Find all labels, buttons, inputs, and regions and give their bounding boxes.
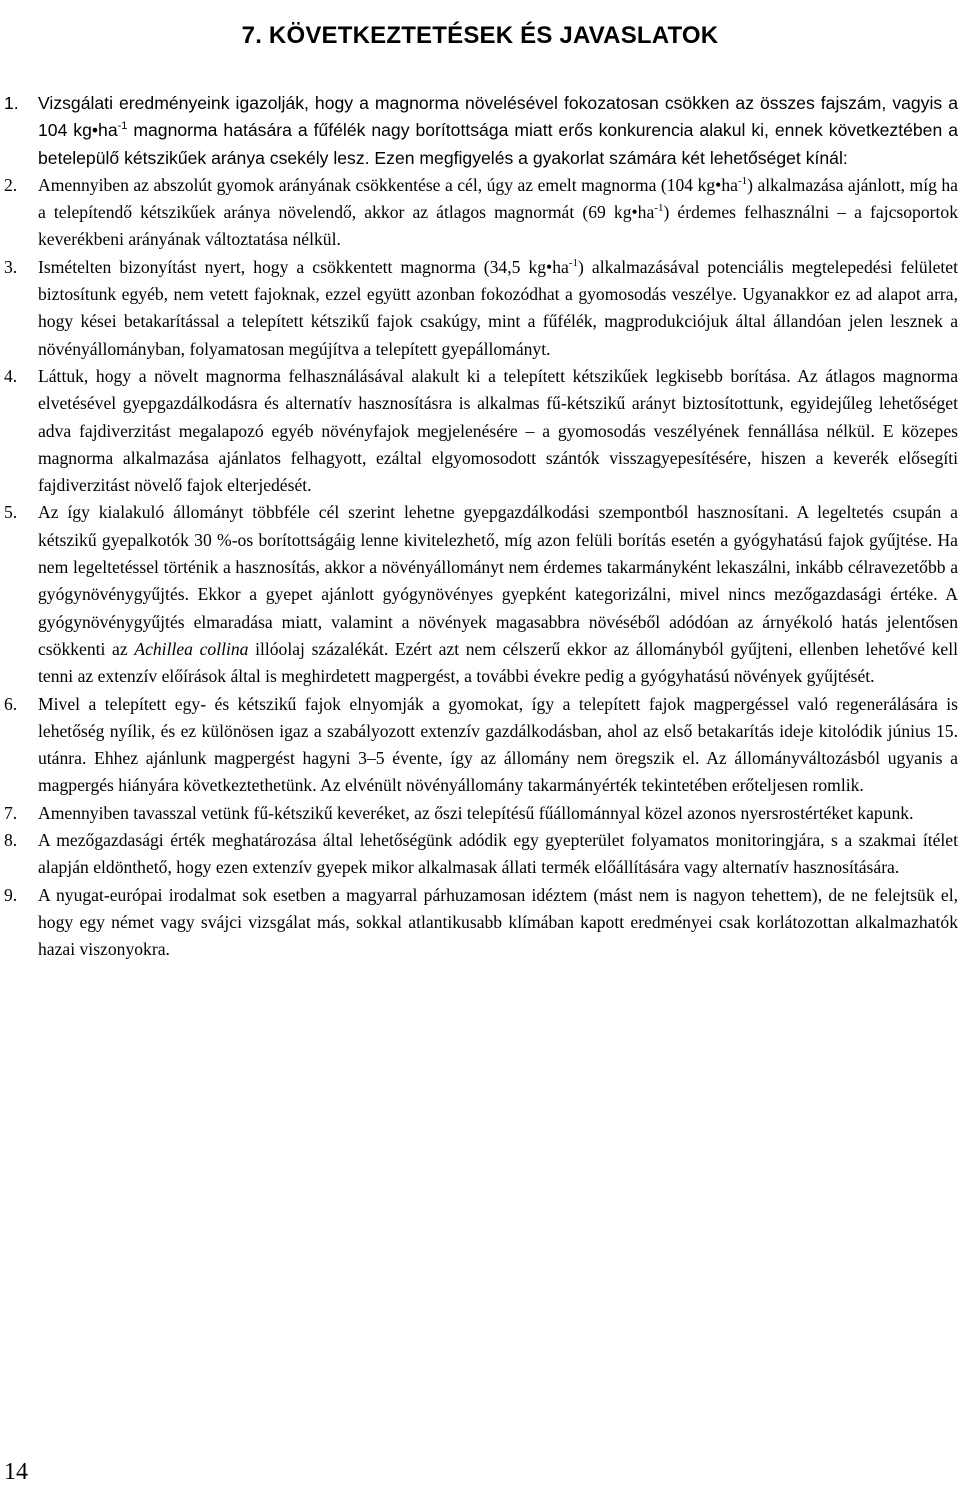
item-text: Ismételten bizonyítást nyert, hogy a csökkentett magnorma (34,5 kg•ha — [38, 256, 569, 277]
list-item-2 — [0, 172, 960, 254]
item-text: ) érdemes felhasználni – a fajcsoportok keverékbeni arányának változtatása nélkül. — [38, 202, 958, 250]
item-text: Amennyiben az abszolút gyomok arányának csökkentése a cél, úgy az emelt magnorma (104 kg•ha — [38, 174, 738, 195]
item-text: Az így kialakuló állományt többféle cél szerint lehetne gyepgazdálkodási szempontból hasznosítani. A legeltetés csupán a kétszikű gyepalkotók 30 %-os borítottságáig lenne kivitelezhető, míg azon felüli borítás esetén a gyógyhatású fajok gyűjtése. Ha nem legeltetéssel történik a hasznosítás, akkor a növényállományt nem érdemes takarmányként lekaszálni, inkább célravezetőbb a gyógynövénygyűjtés. Ekkor a gyepet ajánlott gyógynövényes gyepként kategorizálni, mivel nincs mezőgazdasági értéke. A gyógynövénygyűjtés elmaradása miatt, valamint a növények magasabbra növéséből adódóan az árnyékoló hatás jelentősen csökkenti az — [38, 502, 958, 659]
list-item-4 — [0, 363, 960, 499]
item-text: magnorma hatására a fűfélék nagy borítottsága miatt erős konkurencia alakul ki, ennek következtében a betelepülő kétszikűek aránya csekély lesz. Ezen megfigyelés a gyakorlat számára két lehetőséget kínál: — [38, 120, 958, 168]
item-number: 8. — [4, 830, 18, 851]
item-number: 4. — [4, 365, 18, 386]
unit-exponent: -1 — [654, 202, 664, 215]
item-text: Amennyiben tavasszal vetünk fű-kétszikű keveréket, az őszi telepítésű fűállománnyal közel azonos nyersrostértéket kapunk. — [38, 802, 914, 823]
item-text: Vizsgálati eredményeink igazolják, hogy a magnorma növelésével fokozatosan csökken az összes fajszám, vagyis a 104 kg•ha — [38, 93, 958, 141]
list-item-8 — [0, 827, 960, 882]
item-text: ) alkalmazásával potenciális megtelepedési felületet biztosítunk egyéb, nem vetett fajoknak, ezzel együtt azonban fokozódhat a gyomosodás veszélye. Ugyanakkor ez ad alapot arra, hogy kései betakarítással a telepített kétszikű fajok csakúgy, mint a fűfélék, magprodukciójuk által állandóan jelen lesznek a növényállományban, folyamatosan megújítva a telepített gyepállományt. — [38, 256, 959, 359]
unit-exponent: -1 — [117, 120, 128, 133]
item-number: 3. — [4, 256, 18, 277]
list-item-9 — [0, 882, 960, 964]
unit-exponent: -1 — [568, 256, 578, 269]
item-text: Mivel a telepített egy- és kétszikű fajok elnyomják a gyomokat, így a telepített fajok magpergéssel való regenerálására is lehetőség nyílik, és ez különösen igaz a szabályozott extenzív gazdálkodásban, ahol az első betakarítás ideje kitolódik június 15. utánra. Ehhez ajánlunk magpergést hagyni 3–5 évente, így az állomány nem öregszik el. Az állományváltozásból ugyanis a magpergés hiányára következtethetünk. Az elvénült növényállomány takarmányérték tekintetében erőteljesen romlik. — [38, 693, 958, 796]
item-text: ) alkalmazása ajánlott, míg ha a telepítendő kétszikűek aránya növelendő, akkor az átlagos magnormát (69 kg•ha — [38, 174, 958, 223]
list-item-7 — [0, 800, 960, 827]
item-text: illóolaj százalékát. Ezért azt nem célszerű ekkor az állományból gyűjteni, ellenben lehetővé kell tenni az extenzív előírások által is meghirdetett magpergést, a további évekre pedig a gyógyhatású növények gyűjtését. — [38, 638, 958, 687]
conclusions-list — [0, 90, 960, 964]
species-name: Achillea collina — [134, 638, 249, 659]
unit-exponent: -1 — [737, 174, 748, 187]
item-text: A nyugat-európai irodalmat sok esetben a magyarral párhuzamosan idéztem (mást nem is nagyon tehettem), de ne felejtsük el, hogy egy német vagy svájci vizsgálat más, sokkal atlantikusabb klímában kapott eredményei csak korlátozottan alkalmazhatók hazai viszonyokra. — [38, 884, 958, 960]
list-item-3 — [0, 254, 960, 363]
list-item-6 — [0, 691, 960, 800]
item-number: 7. — [4, 802, 18, 823]
page-title: 7. KÖVETKEZTETÉSEK ÉS JAVASLATOK — [241, 22, 719, 50]
item-text: Láttuk, hogy a növelt magnorma felhasználásával alakult ki a telepített kétszikűek legkisebb borítása. Az átlagos magnorma elvetésével gyepgazdálkodásra és alternatív hasznosításra is alkalmas fű-kétszikű arányt biztosítottunk, egyidejűleg lehetőséget adva fajdiverzitást megalapozó egyéb növényfajok megjelenésére – a gyomosodás veszélyének fennállása nélkül. E közepes magnorma alkalmazása ajánlatos felhagyott, ezáltal elgyomosodott szántók visszagyepesítésére, hiszen a keverék elősegíti fajdiverzitást növelő fajok elterjedését. — [38, 365, 958, 496]
item-number: 9. — [4, 884, 18, 905]
item-text: A mezőgazdasági érték meghatározása által lehetőségünk adódik egy gyepterület folyamatos monitoringjára, s a szakmai ítélet alapján eldönthető, hogy ezen extenzív gyepek mikor alkalmasak állati termék előállítására vagy alternatív hasznosítására. — [38, 830, 958, 878]
item-number: 5. — [4, 502, 18, 523]
item-number: 2. — [4, 174, 18, 195]
item-number: 6. — [4, 693, 18, 714]
list-item-5 — [0, 499, 960, 690]
item-number: 1. — [4, 93, 19, 113]
page-number: 14 — [4, 1459, 28, 1485]
list-item-1 — [0, 90, 960, 172]
